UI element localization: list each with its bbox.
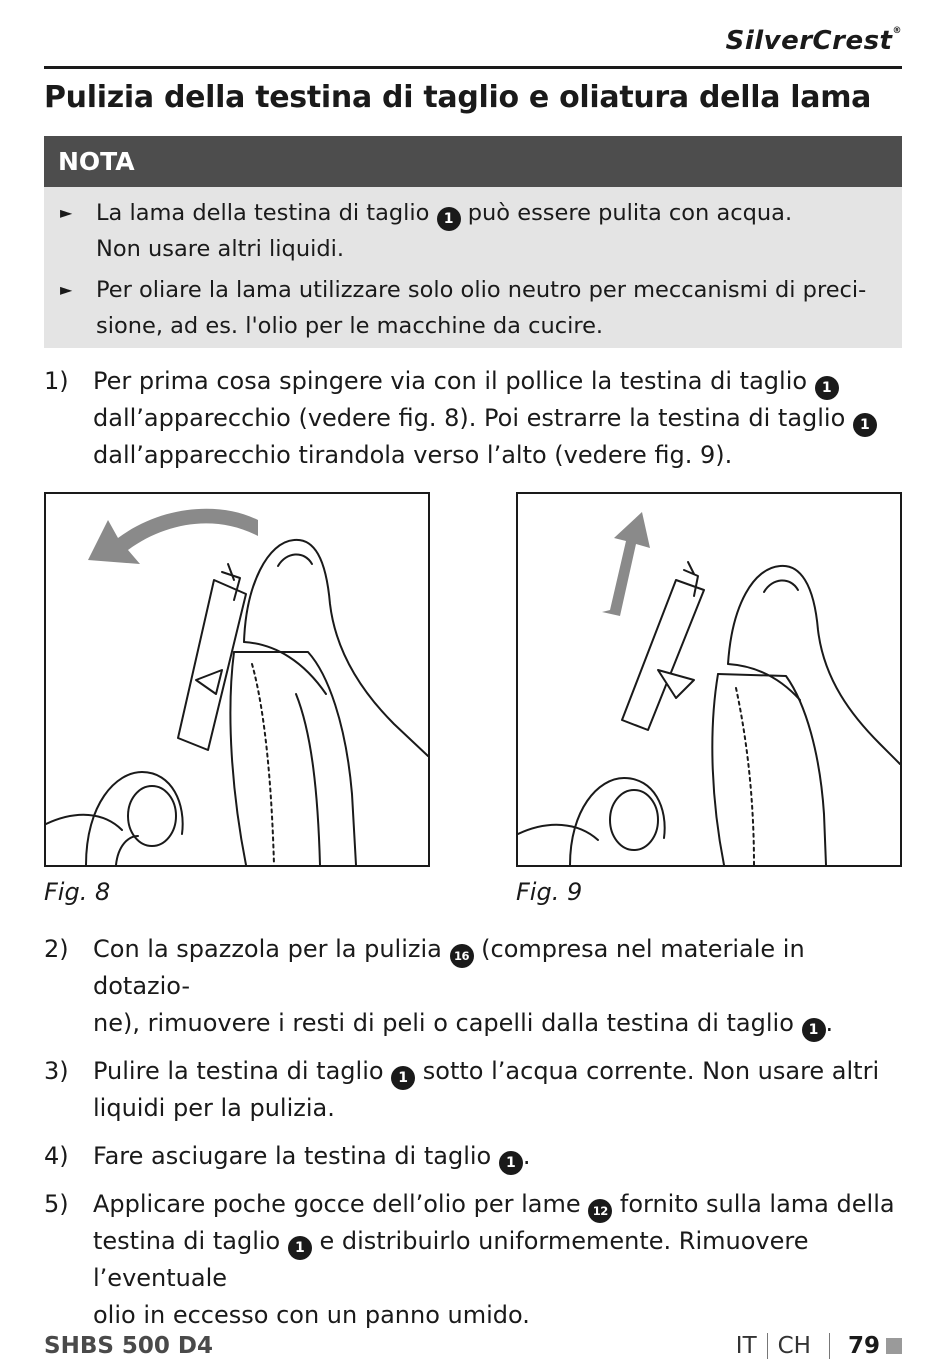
brand-logo: SilverCrest®: [725, 26, 902, 56]
steps-top: [44, 363, 906, 474]
step-5: 5) Applicare poche gocce dell’olio per lame 12 fornito sulla lama della testina di taglio 1 e distribuirlo uniformemente. Rimuovere l’eventuale olio in eccesso con un panno umido.: [44, 1190, 895, 1329]
part-number-badge: 1: [437, 207, 461, 231]
part-number-badge: 1: [815, 376, 839, 400]
list-item: ► Per oliare la lama utilizzare solo olio neutro per meccanismi di preci- sione, ad es. l'olio per le macchine da cucire.: [60, 272, 888, 344]
language-code: CH: [777, 1333, 811, 1359]
part-number-badge: 1: [802, 1018, 826, 1042]
note-list: [44, 187, 902, 344]
thumb-push-arrow-illustration: [46, 494, 428, 865]
triangle-bullet-icon: ►: [60, 280, 73, 299]
step-4: 4) Fare asciugare la testina di taglio 1 .: [44, 1138, 906, 1175]
figure-9: [516, 492, 902, 867]
part-number-badge: 1: [391, 1066, 415, 1090]
step-1: 1) Per prima cosa spingere via con il pollice la testina di taglio 1 dall’apparecchio (vedere fig. 8). Poi estrarre la testina di taglio 1 dall’apparecchio tirandola verso l’alto (vedere fig. 9).: [44, 363, 906, 474]
figure-caption: Fig. 9: [516, 878, 583, 906]
part-number-badge: 12: [588, 1199, 612, 1223]
steps-bottom: [44, 931, 906, 1334]
step-2: 2) Con la spazzola per la pulizia 16 (compresa nel materiale in dotazio- ne), rimuovere i resti di peli o capelli dalla testina di taglio 1 .: [44, 931, 906, 1042]
figure-caption: Fig. 8: [44, 878, 111, 906]
divider: [767, 1333, 768, 1359]
note-heading: NOTA: [44, 136, 902, 187]
page-number: 79: [847, 1333, 880, 1359]
curved-arrow-icon: [88, 509, 258, 564]
model-number: SHBS 500 D4: [44, 1333, 214, 1359]
part-number-badge: 1: [288, 1236, 312, 1260]
page-title: Pulizia della testina di taglio e oliatura della lama: [44, 80, 872, 115]
divider: [829, 1333, 830, 1359]
figure-8: [44, 492, 430, 867]
part-number-badge: 1: [499, 1151, 523, 1175]
up-arrow-icon: [602, 512, 650, 616]
part-number-badge: 1: [853, 413, 877, 437]
part-number-badge: 16: [450, 944, 474, 968]
pull-up-arrow-illustration: [518, 494, 900, 865]
square-icon: [886, 1338, 902, 1354]
step-3: 3) Pulire la testina di taglio 1 sotto l’acqua corrente. Non usare altri liquidi per la pulizia.: [44, 1057, 880, 1122]
language-code: IT: [735, 1333, 757, 1359]
footer-page-info: [736, 1333, 902, 1359]
header-rule: [44, 66, 902, 69]
note-box: [44, 136, 902, 348]
list-item: ► La lama della testina di taglio 1 può essere pulita con acqua. Non usare altri liquidi.: [60, 195, 888, 267]
triangle-bullet-icon: ►: [60, 203, 73, 222]
